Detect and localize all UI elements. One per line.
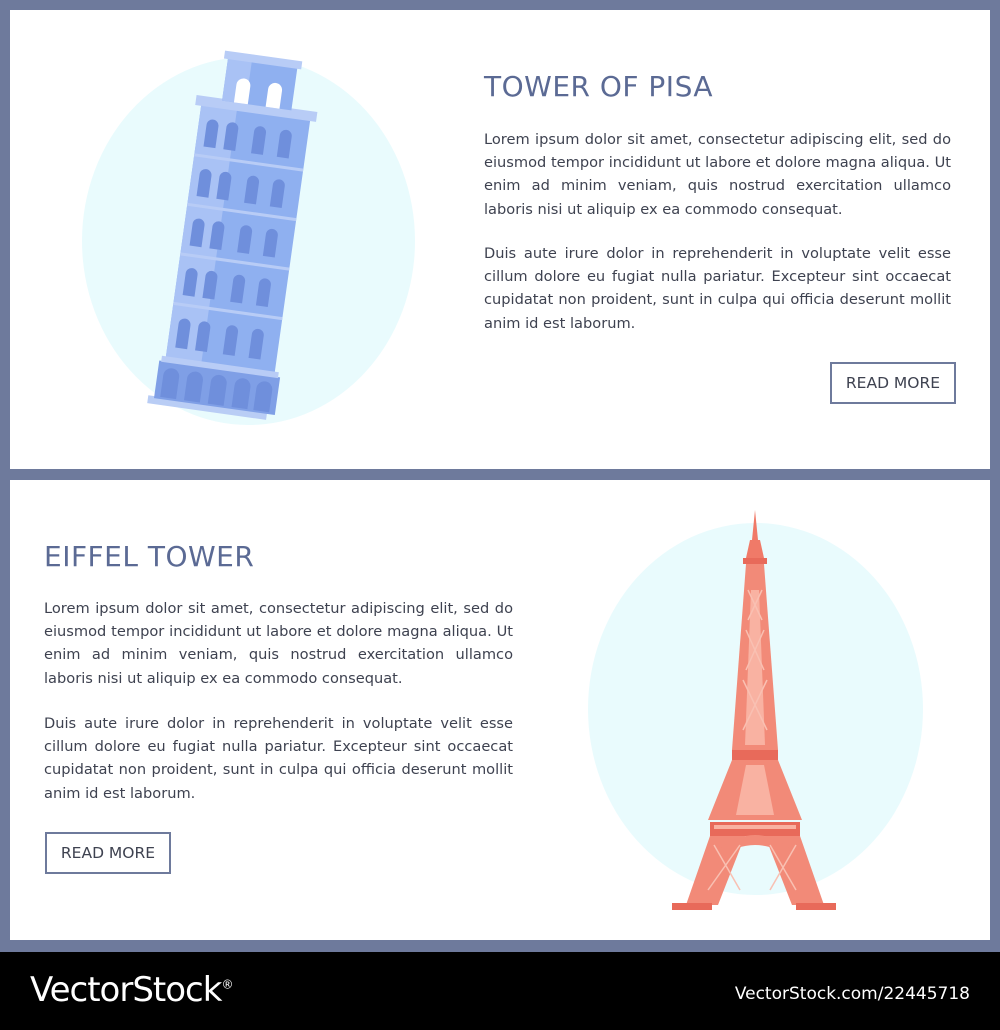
image-id: VectorStock.com/22445718 — [734, 984, 970, 1004]
read-more-button[interactable]: READ MORE — [45, 832, 171, 874]
card-title: TOWER OF PISA — [484, 70, 714, 103]
card-paragraph-1: Lorem ipsum dolor sit amet, consectetur adipiscing elit, sed do eiusmod tempor incididunt ut labore et dolore magna aliqua. Ut enim ad minim veniam, quis nostrud exercitation ullamco laboris nisi ut aliquip ex ea commodo consequat. — [44, 600, 513, 687]
eiffel-tower-illustration — [10, 480, 990, 940]
read-more-button[interactable]: READ MORE — [830, 362, 956, 404]
watermark-footer — [0, 952, 1000, 1030]
card-paragraph-1: Lorem ipsum dolor sit amet, consectetur adipiscing elit, sed do eiusmod tempor incididunt ut labore et dolore magna aliqua. Ut enim ad minim veniam, quis nostrud exercitation ullamco laboris nisi ut aliquip ex ea commodo consequat. — [484, 131, 951, 218]
brand-name: VectorStock — [30, 970, 222, 1010]
tower-of-pisa-illustration — [10, 10, 430, 440]
card-paragraph-2: Duis aute irure dolor in reprehenderit in voluptate velit esse cillum dolore eu fugiat nulla pariatur. Excepteur sint occaecat cupidatat non proident, sunt in culpa qui officia deserunt mollit anim id est laborum. — [44, 715, 513, 802]
vectorstock-logo — [30, 970, 232, 1010]
card-title: EIFFEL TOWER — [44, 540, 255, 573]
card-paragraph-2: Duis aute irure dolor in reprehenderit in voluptate velit esse cillum dolore eu fugiat nulla pariatur. Excepteur sint occaecat cupidatat non proident, sunt in culpa qui officia deserunt mollit anim id est laborum. — [484, 245, 951, 332]
trademark-symbol: ® — [221, 977, 233, 992]
eiffel-tower-card — [10, 480, 990, 940]
tower-of-pisa-card — [10, 10, 990, 469]
